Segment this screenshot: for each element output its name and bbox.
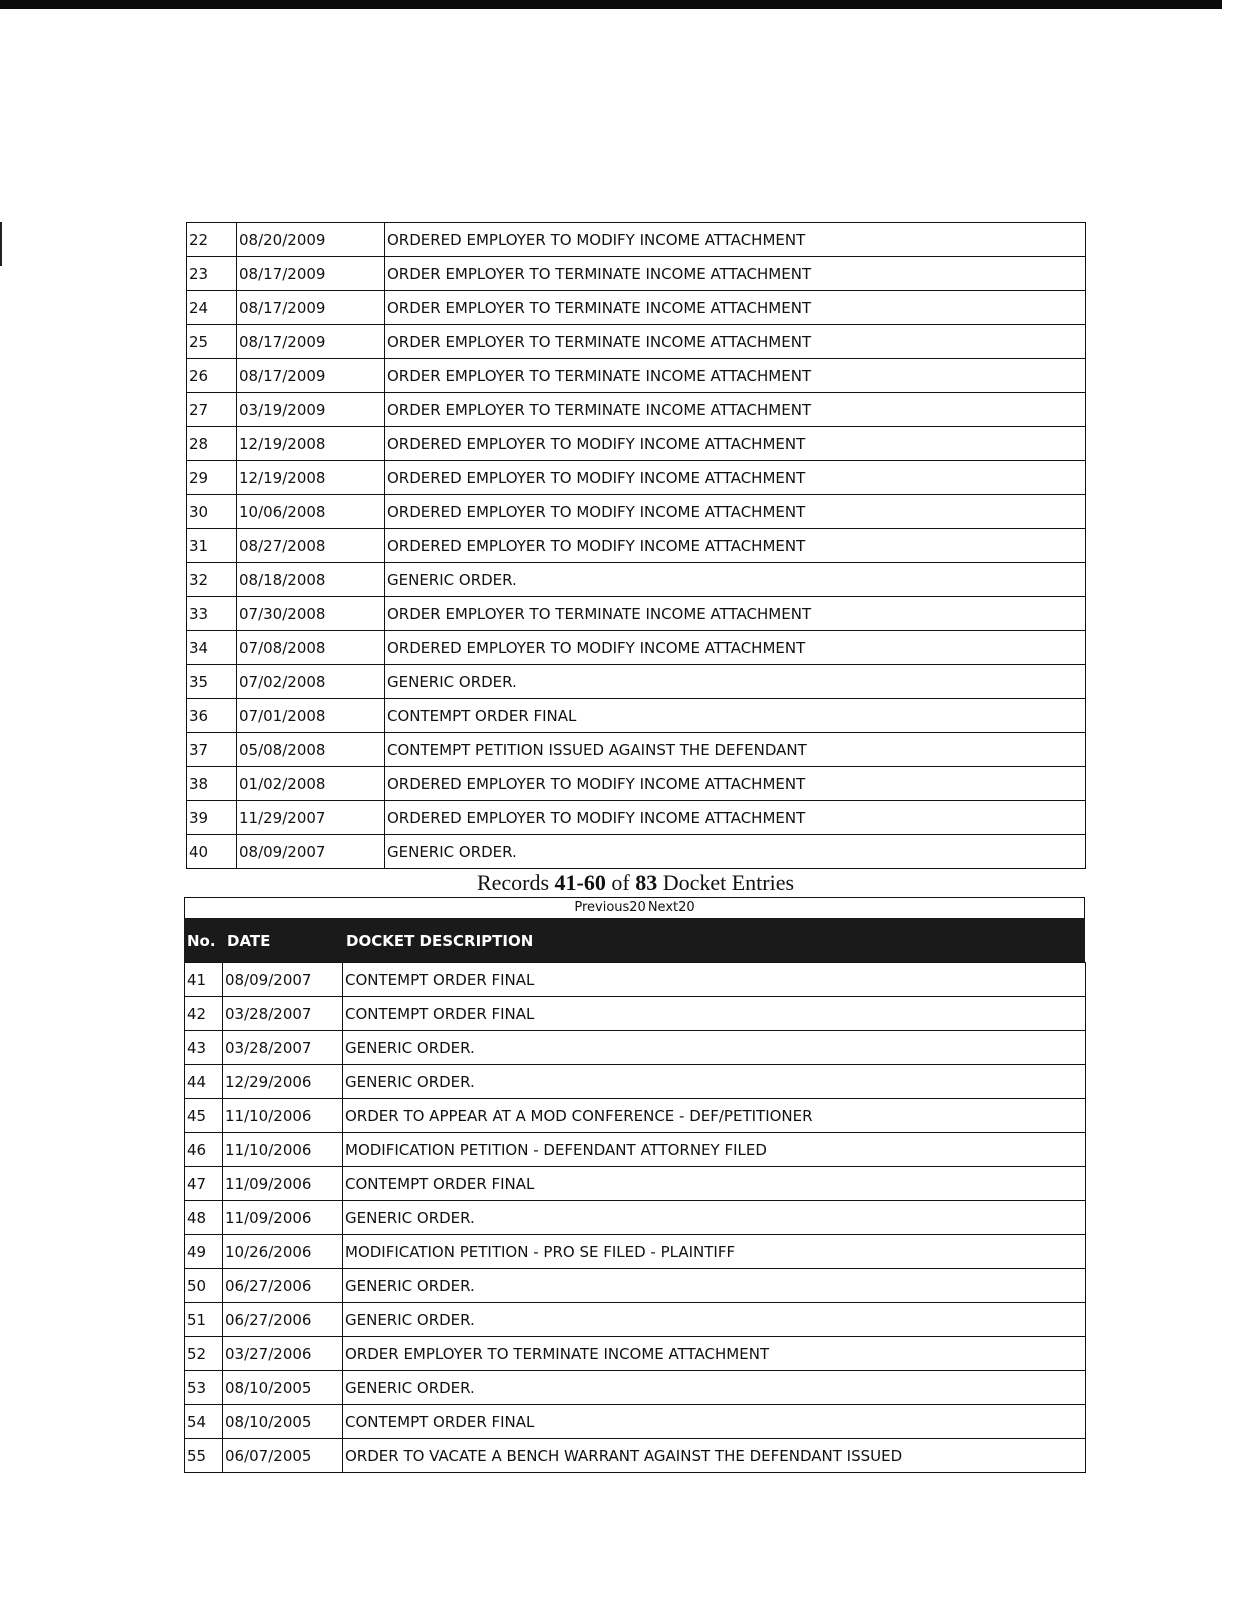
docket-entry-row (185, 1303, 1086, 1337)
entry-date: 03/27/2006 (223, 1337, 343, 1371)
docket-entry-row (185, 1099, 1086, 1133)
docket-entry-row (187, 257, 1086, 291)
entry-number: 55 (185, 1439, 223, 1473)
docket-entry-row (187, 835, 1086, 869)
entry-date: 11/29/2007 (237, 801, 385, 835)
entry-date: 03/28/2007 (223, 997, 343, 1031)
entry-date: 08/20/2009 (237, 223, 385, 257)
docket-entry-row (187, 461, 1086, 495)
docket-entry-row (187, 393, 1086, 427)
entry-date: 11/09/2006 (223, 1201, 343, 1235)
entry-description: ORDERED EMPLOYER TO MODIFY INCOME ATTACHMENT (385, 767, 1086, 801)
entry-date: 12/19/2008 (237, 461, 385, 495)
docket-table-current-page (184, 962, 1086, 1473)
records-caption-prefix: Records (476, 870, 550, 895)
entry-date: 06/07/2005 (223, 1439, 343, 1473)
entry-description: GENERIC ORDER. (385, 563, 1086, 597)
records-of: of (611, 870, 630, 895)
records-range: 41-60 (554, 870, 606, 895)
docket-entry-row (187, 359, 1086, 393)
entry-date: 01/02/2008 (237, 767, 385, 801)
docket-entry-row (187, 631, 1086, 665)
next-20-link[interactable]: Next20 (647, 900, 695, 915)
docket-entry-row (187, 563, 1086, 597)
entry-description: ORDERED EMPLOYER TO MODIFY INCOME ATTACHMENT (385, 801, 1086, 835)
entry-number: 29 (187, 461, 237, 495)
entry-description: MODIFICATION PETITION - DEFENDANT ATTORNEY FILED (343, 1133, 1086, 1167)
entry-number: 46 (185, 1133, 223, 1167)
entry-description: CONTEMPT ORDER FINAL (343, 1405, 1086, 1439)
entry-date: 03/28/2007 (223, 1031, 343, 1065)
entry-description: ORDERED EMPLOYER TO MODIFY INCOME ATTACHMENT (385, 223, 1086, 257)
entry-date: 08/17/2009 (237, 291, 385, 325)
entry-description: ORDER TO VACATE A BENCH WARRANT AGAINST THE DEFENDANT ISSUED (343, 1439, 1086, 1473)
entry-description: ORDER EMPLOYER TO TERMINATE INCOME ATTACHMENT (385, 257, 1086, 291)
entry-number: 54 (185, 1405, 223, 1439)
docket-entry-row (187, 733, 1086, 767)
entry-number: 52 (185, 1337, 223, 1371)
entry-number: 49 (185, 1235, 223, 1269)
entry-description: ORDER EMPLOYER TO TERMINATE INCOME ATTACHMENT (385, 325, 1086, 359)
entry-number: 43 (185, 1031, 223, 1065)
docket-entry-row (185, 1405, 1086, 1439)
docket-entry-row (187, 665, 1086, 699)
entry-date: 11/10/2006 (223, 1099, 343, 1133)
previous-20-link[interactable]: Previous20 (574, 900, 646, 915)
entry-date: 08/09/2007 (237, 835, 385, 869)
entry-number: 39 (187, 801, 237, 835)
column-header-no: No. (187, 932, 216, 950)
docket-entry-row (187, 597, 1086, 631)
entry-description: ORDER EMPLOYER TO TERMINATE INCOME ATTACHMENT (385, 359, 1086, 393)
column-header-date: DATE (227, 932, 271, 950)
docket-entry-row (185, 1133, 1086, 1167)
entry-number: 38 (187, 767, 237, 801)
entry-description: GENERIC ORDER. (385, 835, 1086, 869)
entry-number: 47 (185, 1167, 223, 1201)
entry-description: GENERIC ORDER. (343, 1031, 1086, 1065)
records-caption (186, 869, 1085, 897)
entry-date: 07/08/2008 (237, 631, 385, 665)
entry-number: 45 (185, 1099, 223, 1133)
entry-description: ORDER EMPLOYER TO TERMINATE INCOME ATTACHMENT (385, 393, 1086, 427)
docket-entry-row (185, 1337, 1086, 1371)
entry-number: 51 (185, 1303, 223, 1337)
page-top-border (0, 0, 1222, 9)
scan-margin-mark (0, 222, 2, 266)
records-caption-suffix: Docket Entries (662, 870, 795, 895)
entry-description: ORDER EMPLOYER TO TERMINATE INCOME ATTACHMENT (385, 597, 1086, 631)
pager (184, 897, 1085, 918)
entry-description: ORDERED EMPLOYER TO MODIFY INCOME ATTACHMENT (385, 631, 1086, 665)
entry-description: MODIFICATION PETITION - PRO SE FILED - PLAINTIFF (343, 1235, 1086, 1269)
docket-entry-row (185, 1235, 1086, 1269)
entry-date: 07/30/2008 (237, 597, 385, 631)
entry-description: CONTEMPT PETITION ISSUED AGAINST THE DEFENDANT (385, 733, 1086, 767)
entry-number: 26 (187, 359, 237, 393)
docket-rows (187, 223, 1086, 869)
docket-entry-row (185, 1201, 1086, 1235)
entry-number: 35 (187, 665, 237, 699)
entry-number: 23 (187, 257, 237, 291)
docket-entry-row (185, 997, 1086, 1031)
docket-entry-row (187, 529, 1086, 563)
docket-table-header (184, 918, 1085, 963)
entry-date: 03/19/2009 (237, 393, 385, 427)
entry-description: CONTEMPT ORDER FINAL (343, 997, 1086, 1031)
docket-rows (185, 963, 1086, 1473)
entry-description: CONTEMPT ORDER FINAL (343, 963, 1086, 997)
entry-number: 30 (187, 495, 237, 529)
entry-description: ORDER TO APPEAR AT A MOD CONFERENCE - DEF/PETITIONER (343, 1099, 1086, 1133)
entry-number: 41 (185, 963, 223, 997)
entry-date: 08/18/2008 (237, 563, 385, 597)
docket-entry-row (187, 801, 1086, 835)
entry-date: 11/10/2006 (223, 1133, 343, 1167)
entry-date: 08/27/2008 (237, 529, 385, 563)
entry-number: 44 (185, 1065, 223, 1099)
entry-date: 07/01/2008 (237, 699, 385, 733)
entry-date: 08/17/2009 (237, 359, 385, 393)
entry-description: GENERIC ORDER. (343, 1065, 1086, 1099)
entry-number: 25 (187, 325, 237, 359)
entry-date: 11/09/2006 (223, 1167, 343, 1201)
docket-entry-row (185, 1269, 1086, 1303)
entry-date: 07/02/2008 (237, 665, 385, 699)
entry-date: 10/06/2008 (237, 495, 385, 529)
entry-number: 32 (187, 563, 237, 597)
entry-date: 08/09/2007 (223, 963, 343, 997)
entry-date: 08/17/2009 (237, 325, 385, 359)
docket-entry-row (187, 223, 1086, 257)
entry-number: 34 (187, 631, 237, 665)
entry-number: 40 (187, 835, 237, 869)
records-total: 83 (635, 870, 658, 895)
docket-entry-row (187, 325, 1086, 359)
docket-entry-row (187, 291, 1086, 325)
entry-number: 28 (187, 427, 237, 461)
entry-number: 27 (187, 393, 237, 427)
entry-description: ORDER EMPLOYER TO TERMINATE INCOME ATTACHMENT (385, 291, 1086, 325)
entry-number: 33 (187, 597, 237, 631)
entry-date: 08/10/2005 (223, 1371, 343, 1405)
entry-date: 06/27/2006 (223, 1303, 343, 1337)
entry-description: ORDER EMPLOYER TO TERMINATE INCOME ATTACHMENT (343, 1337, 1086, 1371)
entry-date: 06/27/2006 (223, 1269, 343, 1303)
entry-number: 36 (187, 699, 237, 733)
entry-description: GENERIC ORDER. (343, 1269, 1086, 1303)
entry-description: ORDERED EMPLOYER TO MODIFY INCOME ATTACHMENT (385, 495, 1086, 529)
entry-number: 22 (187, 223, 237, 257)
entry-description: GENERIC ORDER. (343, 1201, 1086, 1235)
entry-number: 48 (185, 1201, 223, 1235)
entry-description: GENERIC ORDER. (385, 665, 1086, 699)
entry-description: CONTEMPT ORDER FINAL (385, 699, 1086, 733)
entry-description: ORDERED EMPLOYER TO MODIFY INCOME ATTACHMENT (385, 529, 1086, 563)
entry-description: CONTEMPT ORDER FINAL (343, 1167, 1086, 1201)
entry-number: 50 (185, 1269, 223, 1303)
docket-entry-row (185, 963, 1086, 997)
docket-entry-row (187, 495, 1086, 529)
docket-entry-row (185, 1031, 1086, 1065)
entry-description: GENERIC ORDER. (343, 1303, 1086, 1337)
column-header-description: DOCKET DESCRIPTION (346, 932, 534, 950)
docket-entry-row (185, 1167, 1086, 1201)
entry-description: ORDERED EMPLOYER TO MODIFY INCOME ATTACHMENT (385, 427, 1086, 461)
docket-table-previous-page (186, 222, 1086, 869)
entry-description: ORDERED EMPLOYER TO MODIFY INCOME ATTACHMENT (385, 461, 1086, 495)
docket-entry-row (187, 767, 1086, 801)
docket-entry-row (185, 1371, 1086, 1405)
entry-date: 10/26/2006 (223, 1235, 343, 1269)
entry-number: 37 (187, 733, 237, 767)
docket-entry-row (185, 1065, 1086, 1099)
docket-entry-row (187, 699, 1086, 733)
entry-description: GENERIC ORDER. (343, 1371, 1086, 1405)
entry-number: 31 (187, 529, 237, 563)
docket-entry-row (185, 1439, 1086, 1473)
entry-date: 12/19/2008 (237, 427, 385, 461)
entry-date: 12/29/2006 (223, 1065, 343, 1099)
entry-date: 08/17/2009 (237, 257, 385, 291)
docket-entry-row (187, 427, 1086, 461)
entry-number: 42 (185, 997, 223, 1031)
entry-date: 05/08/2008 (237, 733, 385, 767)
entry-number: 24 (187, 291, 237, 325)
entry-date: 08/10/2005 (223, 1405, 343, 1439)
entry-number: 53 (185, 1371, 223, 1405)
